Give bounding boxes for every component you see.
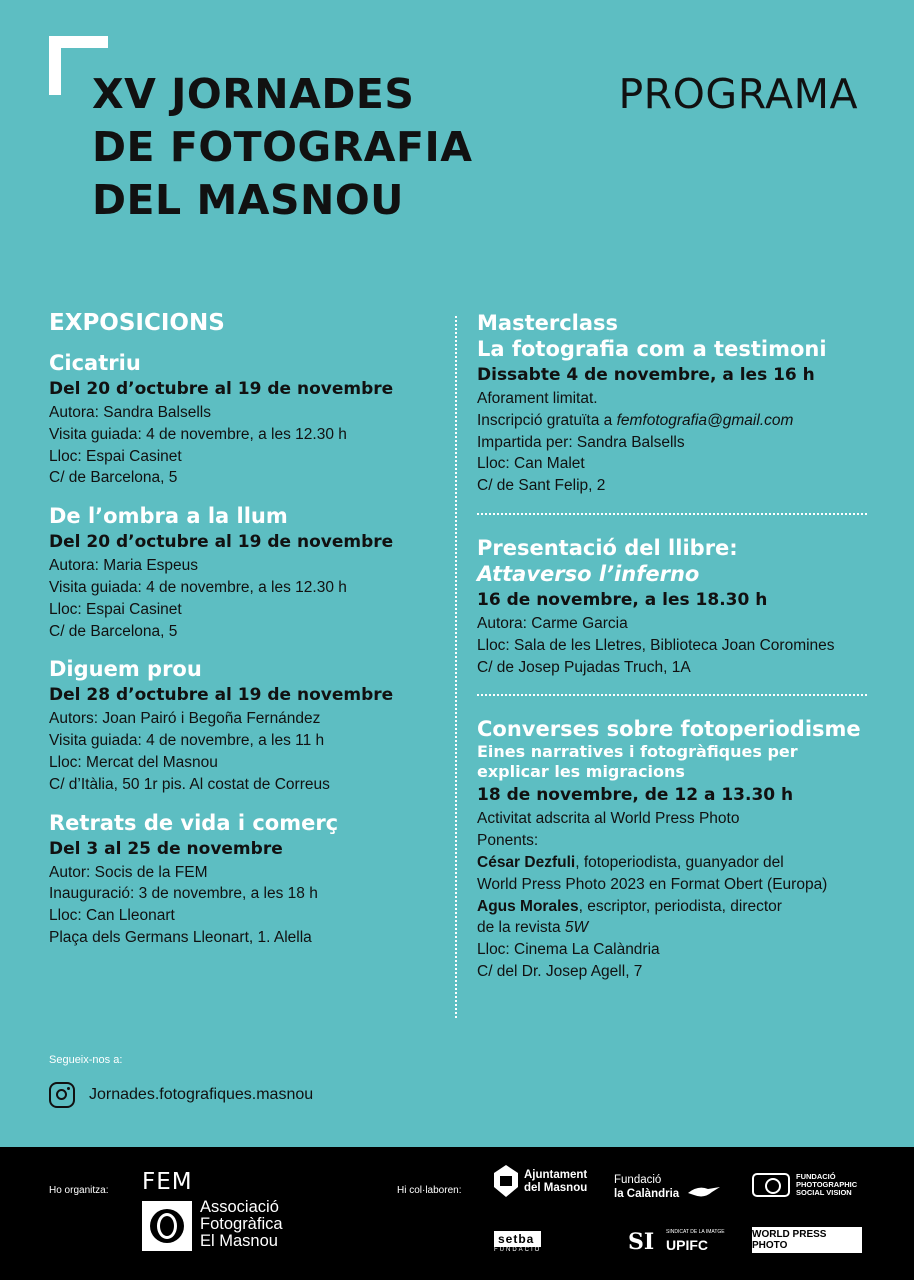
event-line: Autor: Socis de la FEM xyxy=(49,863,208,881)
email-link[interactable]: femfotografia@gmail.com xyxy=(616,411,794,429)
masterclass-title: Masterclass xyxy=(477,311,619,335)
speaker-role: , escriptor, periodista, director xyxy=(578,897,782,915)
organitza-label: Ho organitza: xyxy=(49,1185,109,1196)
event-line: C/ de Barcelona, 5 xyxy=(49,469,178,487)
si-icon: SI xyxy=(628,1229,655,1255)
event-line: Aforament limitat. xyxy=(477,390,598,407)
event-diguem-prou xyxy=(49,656,449,795)
event-line: Autora: Maria Espeus xyxy=(49,557,199,575)
magazine-name: 5W xyxy=(564,919,589,937)
event-line: Plaça dels Germans Lleonart, 1. Alella xyxy=(49,928,312,946)
event-line: C/ d’Itàlia, 50 1r pis. Al costat de Correus xyxy=(49,775,330,793)
fem-wordmark: FEM xyxy=(142,1169,193,1195)
converses-subtitle-1: Eines narratives i fotogràfiques per xyxy=(477,742,798,762)
speaker-name: César Dezfuli xyxy=(477,853,576,871)
psv-line: SOCIAL VISION xyxy=(796,1188,852,1197)
event-line: Autora: Carme Garcia xyxy=(477,614,628,632)
event-line: Lloc: Espai Casinet xyxy=(49,600,182,618)
collaboren-label: Hi col·laboren: xyxy=(397,1185,462,1196)
presentacio-block xyxy=(477,535,897,678)
speaker-name: Agus Morales xyxy=(477,897,579,915)
fem-name xyxy=(200,1199,283,1250)
event-cicatriu xyxy=(49,350,449,489)
event-date: Del 20 d’octubre al 19 de novembre xyxy=(49,379,394,399)
event-line: Visita guiada: 4 de novembre, a les 12.30 h xyxy=(49,425,347,443)
event-line: Inauguració: 3 de novembre, a les 18 h xyxy=(49,885,318,903)
fem-name-line: Fotogràfica xyxy=(200,1215,283,1233)
inscription-prefix: Inscripció gratuïta a xyxy=(477,411,617,429)
psv-line: PHOTOGRAPHIC xyxy=(796,1180,858,1189)
event-line: C/ de Barcelona, 5 xyxy=(49,622,178,640)
event-date: Del 28 d’octubre al 19 de novembre xyxy=(49,685,394,706)
title-line-1: XV JORNADES xyxy=(92,70,415,118)
converses-subtitle-2: explicar les migracions xyxy=(477,762,685,782)
speaker-role: , fotoperiodista, guanyador del xyxy=(575,853,784,871)
event-line: Lloc: Mercat del Masnou xyxy=(49,753,218,771)
converses-block xyxy=(477,716,897,982)
title-line-2: DE FOTOGRAFIA xyxy=(92,123,473,171)
masterclass-block xyxy=(477,310,897,497)
camera-icon xyxy=(752,1173,790,1197)
masterclass-subtitle: La fotografia com a testimoni xyxy=(477,337,827,361)
event-title: De l’ombra a la llum xyxy=(49,504,288,529)
event-line: C/ de Sant Felip, 2 xyxy=(477,477,606,495)
event-line: Visita guiada: 4 de novembre, a les 11 h xyxy=(49,732,325,750)
event-title: Cicatriu xyxy=(49,351,141,375)
book-title: Attaverso l’inferno xyxy=(477,561,700,586)
exposicions-column xyxy=(49,310,449,963)
presentacio-date: 16 de novembre, a les 18.30 h xyxy=(477,589,768,610)
event-line: C/ de Josep Pujadas Truch, 1A xyxy=(477,658,691,676)
setba-logo xyxy=(494,1231,541,1253)
instagram-handle[interactable]: Jornades.fotografiques.masnou xyxy=(89,1086,314,1103)
dotted-divider xyxy=(477,513,867,515)
event-ombra-llum xyxy=(49,503,449,642)
upifc-small: SINDICAT DE LA IMATGE xyxy=(666,1229,725,1235)
magazine-prefix: de la revista xyxy=(477,919,565,937)
programa-heading: PROGRAMA xyxy=(618,70,858,118)
title-line-3: DEL MASNOU xyxy=(92,176,404,224)
event-date: Del 20 d’octubre al 19 de novembre xyxy=(49,532,394,553)
event-line: C/ del Dr. Josep Agell, 7 xyxy=(477,962,643,980)
masterclass-date: Dissabte 4 de novembre, a les 16 h xyxy=(477,365,815,385)
calandria-line: la Calàndria xyxy=(614,1188,680,1200)
event-line: Impartida per: Sandra Balsells xyxy=(477,433,685,451)
fem-emblem-icon xyxy=(142,1201,192,1251)
event-line: Lloc: Sala de les Lletres, Biblioteca Joan Coromines xyxy=(477,636,835,654)
converses-title: Converses sobre fotoperiodisme xyxy=(477,717,861,742)
event-line: Autors: Joan Pairó i Begoña Fernández xyxy=(49,710,321,728)
speaker-2-line2 xyxy=(477,917,897,939)
fem-name-line: El Masnou xyxy=(200,1232,278,1250)
setba-wordmark: setba xyxy=(494,1231,541,1247)
activities-column xyxy=(477,310,897,983)
converses-date: 18 de novembre, de 12 a 13.30 h xyxy=(477,785,794,806)
bird-icon xyxy=(686,1183,722,1199)
instagram-icon xyxy=(49,1082,75,1108)
ajuntament-line: Ajuntament xyxy=(524,1169,588,1181)
inscription-line xyxy=(477,410,897,432)
calandria-logo xyxy=(614,1173,679,1201)
event-line: Lloc: Can Lleonart xyxy=(49,907,175,925)
event-line: Lloc: Cinema La Calàndria xyxy=(477,941,660,959)
event-line: Lloc: Can Malet xyxy=(477,455,585,473)
upifc-wordmark: UPIFC xyxy=(666,1237,708,1253)
event-line: Activitat adscrita al World Press Photo xyxy=(477,810,740,828)
ajuntament-shield-icon xyxy=(492,1163,520,1199)
event-line: World Press Photo 2023 en Format Obert (Europa) xyxy=(477,875,828,893)
event-date: Del 3 al 25 de novembre xyxy=(49,838,283,859)
event-line: Lloc: Espai Casinet xyxy=(49,447,182,465)
dotted-divider xyxy=(477,694,867,696)
presentacio-title: Presentació del llibre: xyxy=(477,535,738,560)
poster-title xyxy=(92,68,472,227)
sponsors-footer xyxy=(0,1147,914,1280)
ajuntament-line: del Masnou xyxy=(524,1182,588,1194)
world-press-photo-logo: WORLD PRESS PHOTO xyxy=(752,1227,862,1253)
speaker-1 xyxy=(477,852,897,874)
event-title: Diguem prou xyxy=(49,657,202,682)
fem-name-line: Associació xyxy=(200,1198,279,1216)
speaker-2 xyxy=(477,896,897,918)
psv-line: FUNDACIÓ xyxy=(796,1172,836,1181)
calandria-line: Fundació xyxy=(614,1174,662,1186)
column-divider xyxy=(455,316,457,1018)
setba-sub: FUNDACIÓ xyxy=(494,1247,542,1253)
event-retrats xyxy=(49,810,449,949)
instagram-link[interactable] xyxy=(49,1082,313,1108)
follow-label: Segueix-nos a: xyxy=(49,1054,123,1066)
event-line: Ponents: xyxy=(477,832,539,850)
event-title: Retrats de vida i comerç xyxy=(49,810,339,835)
exposicions-heading: EXPOSICIONS xyxy=(49,310,225,336)
event-line: Visita guiada: 4 de novembre, a les 12.30 h xyxy=(49,578,347,596)
event-line: Autora: Sandra Balsells xyxy=(49,404,211,421)
